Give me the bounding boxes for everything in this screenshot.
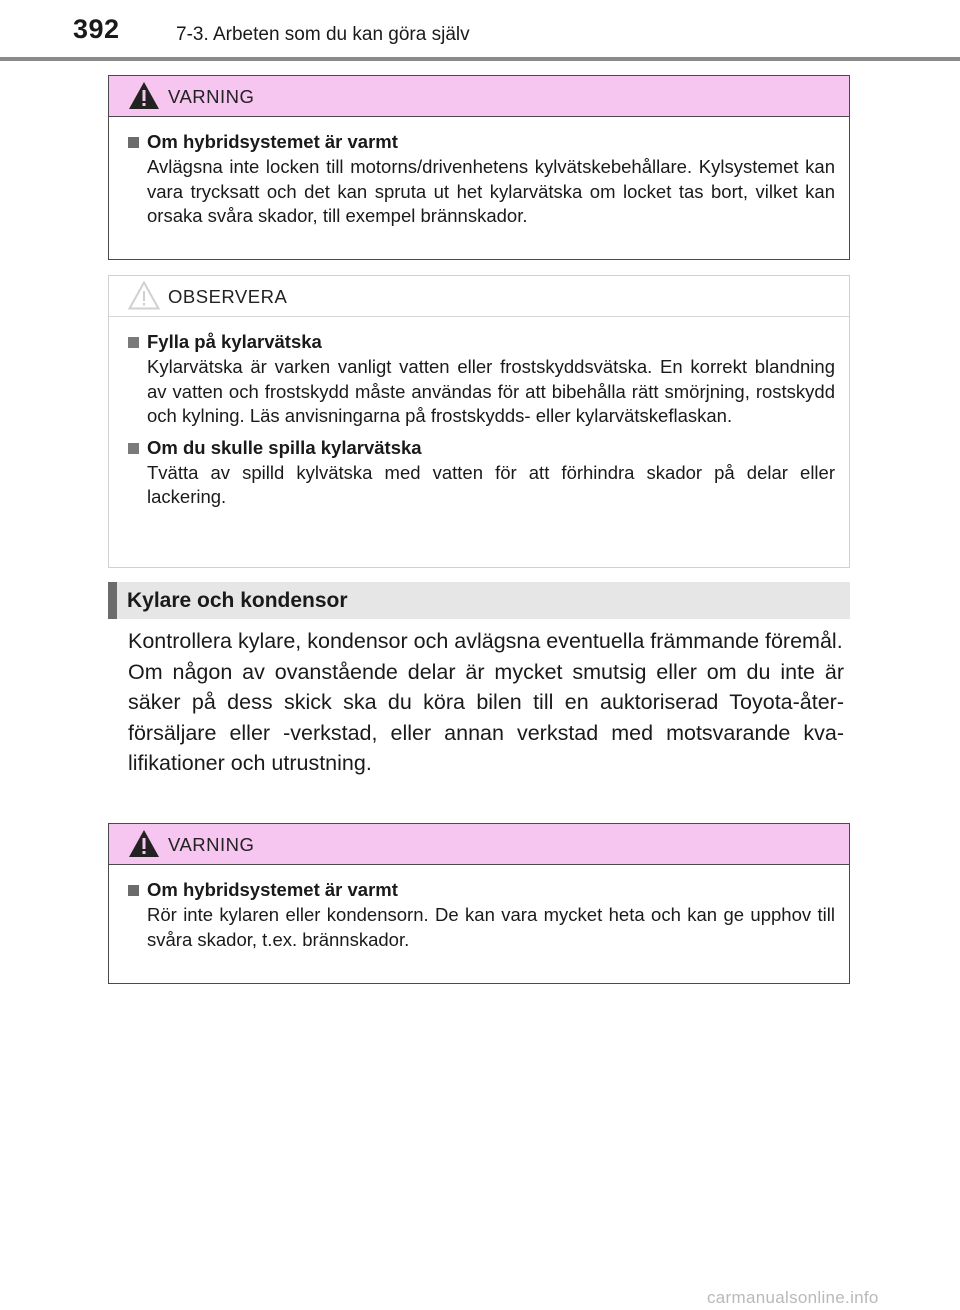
warning-title: VARNING [168, 834, 255, 855]
warning-item-heading-row [123, 129, 835, 155]
section-paragraph: Om någon av ovanstående delar är mycket smutsig eller om du inte är säker på dess skick ska du köra bilen till en auktoriserad Toyota-åter-försäljare eller -verkstad, eller annan verkstad med motsvarande kva-lifikationer och utrustning. [128, 659, 844, 775]
warning-item-heading: Om hybridsystemet är varmt [147, 131, 398, 152]
section-body [128, 626, 844, 779]
section-heading-bar [108, 582, 117, 619]
warning-item-text: Avlägsna inte locken till motorns/drivenhetens kylvätskebehållare. Kylsystemet kan vara trycksatt och det kan spruta ut het kylarvätska om locket tas bort, vilket kan orsaka svåra skador, till exempel brännskador. [147, 156, 835, 226]
warning-box-body [109, 865, 849, 972]
warning-item-text: Rör inte kylaren eller kondensorn. De kan vara mycket heta och kan ge upphov till svåra skador, t.ex. brännskador. [147, 904, 835, 950]
section-heading-text: Kylare och kondensor [127, 589, 348, 612]
notice-box-coolant [108, 275, 850, 568]
notice-title: OBSERVERA [168, 286, 288, 307]
warning-triangle-icon [128, 829, 160, 858]
warning-box-header [109, 824, 849, 865]
notice-item-heading-row [123, 329, 835, 355]
square-bullet-icon [128, 443, 139, 454]
header-divider [0, 57, 960, 61]
warning-item-heading: Om hybridsystemet är varmt [147, 879, 398, 900]
section-paragraph: Kontrollera kylare, kondensor och avlägsna eventuella främmande föremål. [128, 629, 843, 653]
section-heading [108, 582, 850, 619]
warning-item [123, 877, 835, 952]
notice-item-heading: Om du skulle spilla kylarvätska [147, 436, 422, 458]
warning-triangle-icon [128, 81, 160, 110]
warning-box-hot-system [108, 75, 850, 260]
notice-item-heading-row [123, 435, 835, 461]
section-title: 7-3. Arbeten som du kan göra själv [176, 24, 470, 45]
page-number: 392 [73, 14, 120, 44]
notice-item-text: Kylarvätska är varken vanligt vatten eller frostskyddsvätska. En korrekt blandning av vatten och frostskydd måste användas för att bibehålla rätt smörjning, rostskydd och kylning. Läs anvisningarna på frostskydds- eller kylarvätskeflaskan. [147, 356, 835, 426]
notice-item [123, 329, 835, 429]
notice-item-text: Tvätta av spilld kylvätska med vatten för att förhindra skador på delar eller lackering. [147, 461, 835, 507]
notice-box-header [109, 276, 849, 317]
square-bullet-icon [128, 137, 139, 148]
page-header [0, 0, 960, 62]
square-bullet-icon [128, 337, 139, 348]
warning-item [123, 129, 835, 229]
notice-item [123, 435, 835, 510]
warning-title: VARNING [168, 86, 255, 107]
notice-item-heading: Fylla på kylarvätska [147, 331, 322, 352]
warning-item-heading-row [123, 877, 835, 903]
warning-box-radiator-hot [108, 823, 850, 984]
square-bullet-icon [128, 885, 139, 896]
caution-triangle-icon [128, 281, 160, 310]
watermark: carmanualsonline.info [707, 1288, 879, 1307]
warning-box-body [109, 117, 849, 249]
warning-box-header [109, 76, 849, 117]
notice-box-body [109, 317, 849, 530]
